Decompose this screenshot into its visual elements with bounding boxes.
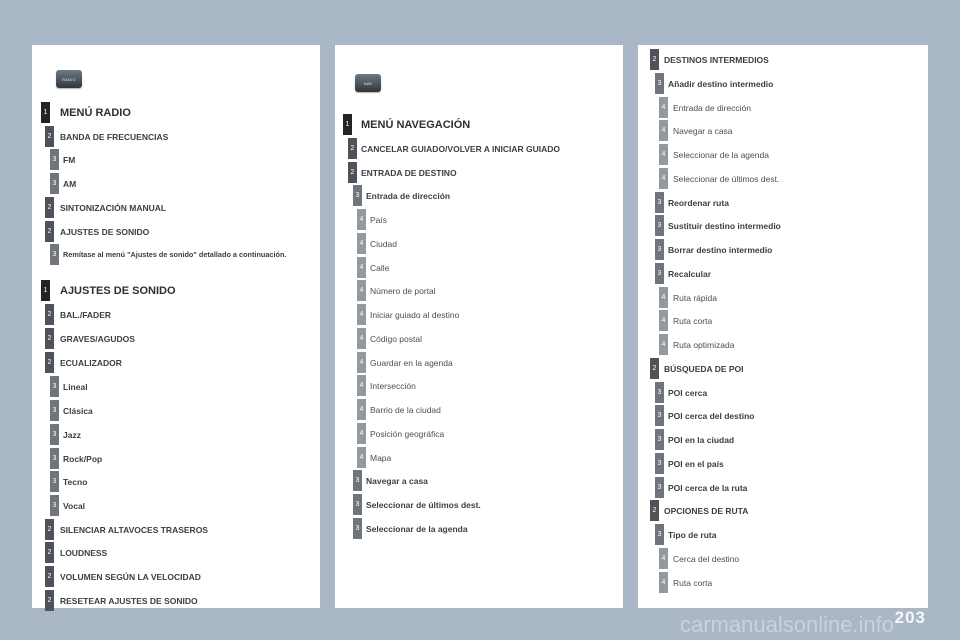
level-badge: 3 <box>50 448 59 469</box>
radio-button-icon <box>56 70 82 88</box>
menu-item-label: POI cerca del destino <box>668 410 755 421</box>
level-badge: 1 <box>41 280 50 301</box>
level-badge: 3 <box>655 477 664 498</box>
menu-item-label: CANCELAR GUIADO/VOLVER A INICIAR GUIADO <box>361 143 560 154</box>
radio-menu-panel <box>32 45 320 608</box>
menu-item-label: Vocal <box>63 500 86 511</box>
level-badge: 4 <box>357 447 366 468</box>
menu-item-level-3 <box>335 518 623 539</box>
level-badge: 2 <box>650 358 659 379</box>
menu-item-level-4 <box>335 233 623 254</box>
menu-item-level-2 <box>638 49 928 70</box>
menu-item-label: Número de portal <box>370 285 436 296</box>
menu-item-level-4 <box>638 548 928 569</box>
menu-item-label: SINTONIZACIÓN MANUAL <box>60 202 167 213</box>
menu-item-level-4 <box>638 310 928 331</box>
level-badge: 4 <box>357 233 366 254</box>
level-badge: 4 <box>659 287 668 308</box>
level-badge: 4 <box>357 304 366 325</box>
menu-item-label: Calle <box>370 262 390 273</box>
level-badge: 2 <box>650 49 659 70</box>
level-badge: 3 <box>50 244 59 265</box>
menu-item-level-2 <box>32 126 320 147</box>
menu-item-level-2 <box>638 358 928 379</box>
menu-item-label: LOUDNESS <box>60 547 108 558</box>
menu-item-level-3 <box>32 400 320 421</box>
menu-item-level-4 <box>335 399 623 420</box>
menu-item-level-4 <box>335 328 623 349</box>
menu-item-label: Seleccionar de últimos dest. <box>673 173 780 184</box>
menu-item-level-2 <box>335 162 623 183</box>
menu-item-level-3 <box>638 453 928 474</box>
menu-item-label: MENÚ NAVEGACIÓN <box>361 118 471 131</box>
menu-item-level-4 <box>335 257 623 278</box>
menu-item-level-4 <box>335 423 623 444</box>
menu-item-level-3 <box>32 149 320 170</box>
menu-item-level-2 <box>638 500 928 521</box>
level-badge: 2 <box>650 500 659 521</box>
level-badge: 4 <box>659 144 668 165</box>
level-badge: 2 <box>45 566 54 587</box>
level-badge: 4 <box>357 375 366 396</box>
menu-item-level-3 <box>638 429 928 450</box>
level-badge: 2 <box>45 352 54 373</box>
menu-item-level-1 <box>32 102 320 123</box>
level-badge: 3 <box>655 239 664 260</box>
menu-item-label: FM <box>63 154 76 165</box>
menu-item-label: Lineal <box>63 381 88 392</box>
level-badge: 4 <box>357 257 366 278</box>
menu-item-label: Seleccionar de la agenda <box>673 149 769 160</box>
menu-item-level-3 <box>32 244 320 265</box>
level-badge: 2 <box>348 138 357 159</box>
menu-item-label: BANDA DE FRECUENCIAS <box>60 131 169 142</box>
menu-item-label: Mapa <box>370 452 392 463</box>
menu-item-label: DESTINOS INTERMEDIOS <box>664 54 769 65</box>
menu-item-label: BAL./FADER <box>60 309 111 320</box>
menu-item-label: Remítase al menú "Ajustes de sonido" detallado a continuación. <box>63 250 287 259</box>
menu-item-label: MENÚ RADIO <box>60 106 131 119</box>
level-badge: 2 <box>348 162 357 183</box>
level-badge: 3 <box>50 471 59 492</box>
menu-item-level-4 <box>638 97 928 118</box>
menu-item-level-2 <box>32 197 320 218</box>
menu-item-level-4 <box>335 375 623 396</box>
level-badge: 2 <box>45 221 54 242</box>
level-badge: 3 <box>50 173 59 194</box>
level-badge: 3 <box>50 400 59 421</box>
menu-item-level-4 <box>638 120 928 141</box>
menu-item-label: OPCIONES DE RUTA <box>664 505 749 516</box>
level-badge: 3 <box>353 494 362 515</box>
menu-item-label: POI en la ciudad <box>668 434 735 445</box>
menu-item-level-4 <box>335 352 623 373</box>
level-badge: 3 <box>655 263 664 284</box>
level-badge: 3 <box>353 185 362 206</box>
menu-item-label: Ciudad <box>370 238 397 249</box>
menu-item-level-4 <box>335 280 623 301</box>
menu-item-label: Ruta corta <box>673 577 713 588</box>
level-badge: 4 <box>357 352 366 373</box>
level-badge: 3 <box>655 73 664 94</box>
level-badge: 2 <box>45 542 54 563</box>
level-badge: 2 <box>45 304 54 325</box>
menu-item-level-3 <box>32 376 320 397</box>
menu-item-level-2 <box>335 138 623 159</box>
level-badge: 2 <box>45 590 54 611</box>
menu-item-level-2 <box>32 519 320 540</box>
menu-item-label: BÚSQUEDA DE POI <box>664 363 744 374</box>
menu-item-label: Posición geográfica <box>370 428 445 439</box>
menu-item-label: Entrada de dirección <box>673 102 751 113</box>
menu-item-level-4 <box>335 304 623 325</box>
navigation-menu-panel <box>335 45 623 608</box>
menu-item-level-4 <box>638 572 928 593</box>
menu-item-level-2 <box>32 566 320 587</box>
menu-item-label: Intersección <box>370 380 416 391</box>
level-badge: 4 <box>659 310 668 331</box>
nav-button-label: NAV <box>363 80 373 86</box>
level-badge: 3 <box>353 518 362 539</box>
menu-item-label: SILENCIAR ALTAVOCES TRASEROS <box>60 524 208 535</box>
level-badge: 3 <box>655 524 664 545</box>
menu-item-level-3 <box>32 448 320 469</box>
menu-item-label: AJUSTES DE SONIDO <box>60 226 150 237</box>
menu-item-label: AJUSTES DE SONIDO <box>60 284 176 297</box>
menu-item-level-4 <box>335 447 623 468</box>
menu-item-label: Cerca del destino <box>673 553 740 564</box>
level-badge: 3 <box>50 376 59 397</box>
level-badge: 4 <box>659 572 668 593</box>
menu-item-level-2 <box>32 542 320 563</box>
level-badge: 3 <box>655 382 664 403</box>
menu-item-level-4 <box>335 209 623 230</box>
menu-item-label: Seleccionar de últimos dest. <box>366 499 481 510</box>
level-badge: 4 <box>659 334 668 355</box>
menu-item-level-4 <box>638 334 928 355</box>
menu-item-label: Ruta corta <box>673 315 713 326</box>
level-badge: 1 <box>41 102 50 123</box>
level-badge: 4 <box>357 399 366 420</box>
menu-item-level-1 <box>335 114 623 135</box>
menu-item-level-3 <box>335 185 623 206</box>
menu-item-level-3 <box>638 382 928 403</box>
menu-item-level-2 <box>32 221 320 242</box>
nav-button-icon <box>355 74 381 92</box>
menu-item-label: Ruta rápida <box>673 292 717 303</box>
menu-item-level-3 <box>32 471 320 492</box>
menu-item-level-2 <box>32 328 320 349</box>
level-badge: 2 <box>45 126 54 147</box>
menu-item-level-2 <box>32 304 320 325</box>
menu-item-label: Recalcular <box>668 268 711 279</box>
menu-item-level-3 <box>638 524 928 545</box>
menu-item-level-3 <box>638 73 928 94</box>
menu-item-label: Sustituir destino intermedio <box>668 220 781 231</box>
level-badge: 4 <box>659 97 668 118</box>
menu-item-label: RESETEAR AJUSTES DE SONIDO <box>60 595 198 606</box>
menu-item-label: GRAVES/AGUDOS <box>60 333 135 344</box>
level-badge: 2 <box>45 328 54 349</box>
menu-item-label: Navegar a casa <box>366 475 428 486</box>
menu-item-label: ENTRADA DE DESTINO <box>361 167 457 178</box>
level-badge: 3 <box>50 424 59 445</box>
level-badge: 3 <box>655 215 664 236</box>
menu-item-level-3 <box>335 494 623 515</box>
menu-item-level-2 <box>32 352 320 373</box>
menu-item-level-1 <box>32 280 320 301</box>
level-badge: 1 <box>343 114 352 135</box>
menu-item-label: Entrada de dirección <box>366 190 451 201</box>
menu-item-level-3 <box>638 263 928 284</box>
menu-item-label: Barrio de la ciudad <box>370 404 441 415</box>
menu-item-label: Tecno <box>63 476 88 487</box>
level-badge: 2 <box>45 519 54 540</box>
level-badge: 3 <box>655 192 664 213</box>
menu-item-level-3 <box>32 173 320 194</box>
menu-item-level-2 <box>32 590 320 611</box>
level-badge: 4 <box>357 423 366 444</box>
menu-item-level-3 <box>638 405 928 426</box>
level-badge: 4 <box>357 209 366 230</box>
menu-item-label: AM <box>63 178 77 189</box>
level-badge: 3 <box>353 470 362 491</box>
menu-item-level-4 <box>638 168 928 189</box>
level-badge: 3 <box>655 429 664 450</box>
menu-item-level-3 <box>32 495 320 516</box>
menu-item-level-3 <box>638 215 928 236</box>
level-badge: 3 <box>50 149 59 170</box>
level-badge: 3 <box>50 495 59 516</box>
level-badge: 3 <box>655 405 664 426</box>
menu-item-label: Código postal <box>370 333 422 344</box>
menu-item-label: POI cerca <box>668 387 708 398</box>
menu-item-label: Rock/Pop <box>63 453 103 464</box>
menu-item-label: Ruta optimizada <box>673 339 735 350</box>
menu-item-label: País <box>370 214 388 225</box>
menu-item-level-4 <box>638 144 928 165</box>
menu-item-level-3 <box>32 424 320 445</box>
menu-item-label: Iniciar guiado al destino <box>370 309 460 320</box>
menu-item-label: Jazz <box>63 429 81 440</box>
level-badge: 3 <box>655 453 664 474</box>
menu-item-level-4 <box>638 287 928 308</box>
menu-item-level-3 <box>638 239 928 260</box>
radio-button-label: RADIO <box>62 76 76 82</box>
level-badge: 2 <box>45 197 54 218</box>
page-number: 203 <box>894 608 926 627</box>
menu-item-label: ECUALIZADOR <box>60 357 122 368</box>
menu-item-label: Borrar destino intermedio <box>668 244 773 255</box>
level-badge: 4 <box>357 280 366 301</box>
menu-item-label: VOLUMEN SEGÚN LA VELOCIDAD <box>60 571 201 582</box>
menu-item-label: Navegar a casa <box>673 125 733 136</box>
level-badge: 4 <box>659 548 668 569</box>
menu-item-label: POI en el país <box>668 458 724 469</box>
menu-item-label: Guardar en la agenda <box>370 357 453 368</box>
menu-item-label: Añadir destino intermedio <box>668 78 774 89</box>
level-badge: 4 <box>357 328 366 349</box>
menu-item-label: Reordenar ruta <box>668 197 729 208</box>
menu-item-level-3 <box>638 192 928 213</box>
menu-item-label: POI cerca de la ruta <box>668 482 748 493</box>
navigation-menu-continued-panel <box>638 45 928 608</box>
level-badge: 4 <box>659 120 668 141</box>
menu-item-label: Seleccionar de la agenda <box>366 523 468 534</box>
menu-item-level-3 <box>638 477 928 498</box>
level-badge: 4 <box>659 168 668 189</box>
menu-item-label: Tipo de ruta <box>668 529 717 540</box>
menu-item-label: Clásica <box>63 405 93 416</box>
menu-item-level-3 <box>335 470 623 491</box>
watermark: carmanualsonline.info <box>680 612 895 637</box>
